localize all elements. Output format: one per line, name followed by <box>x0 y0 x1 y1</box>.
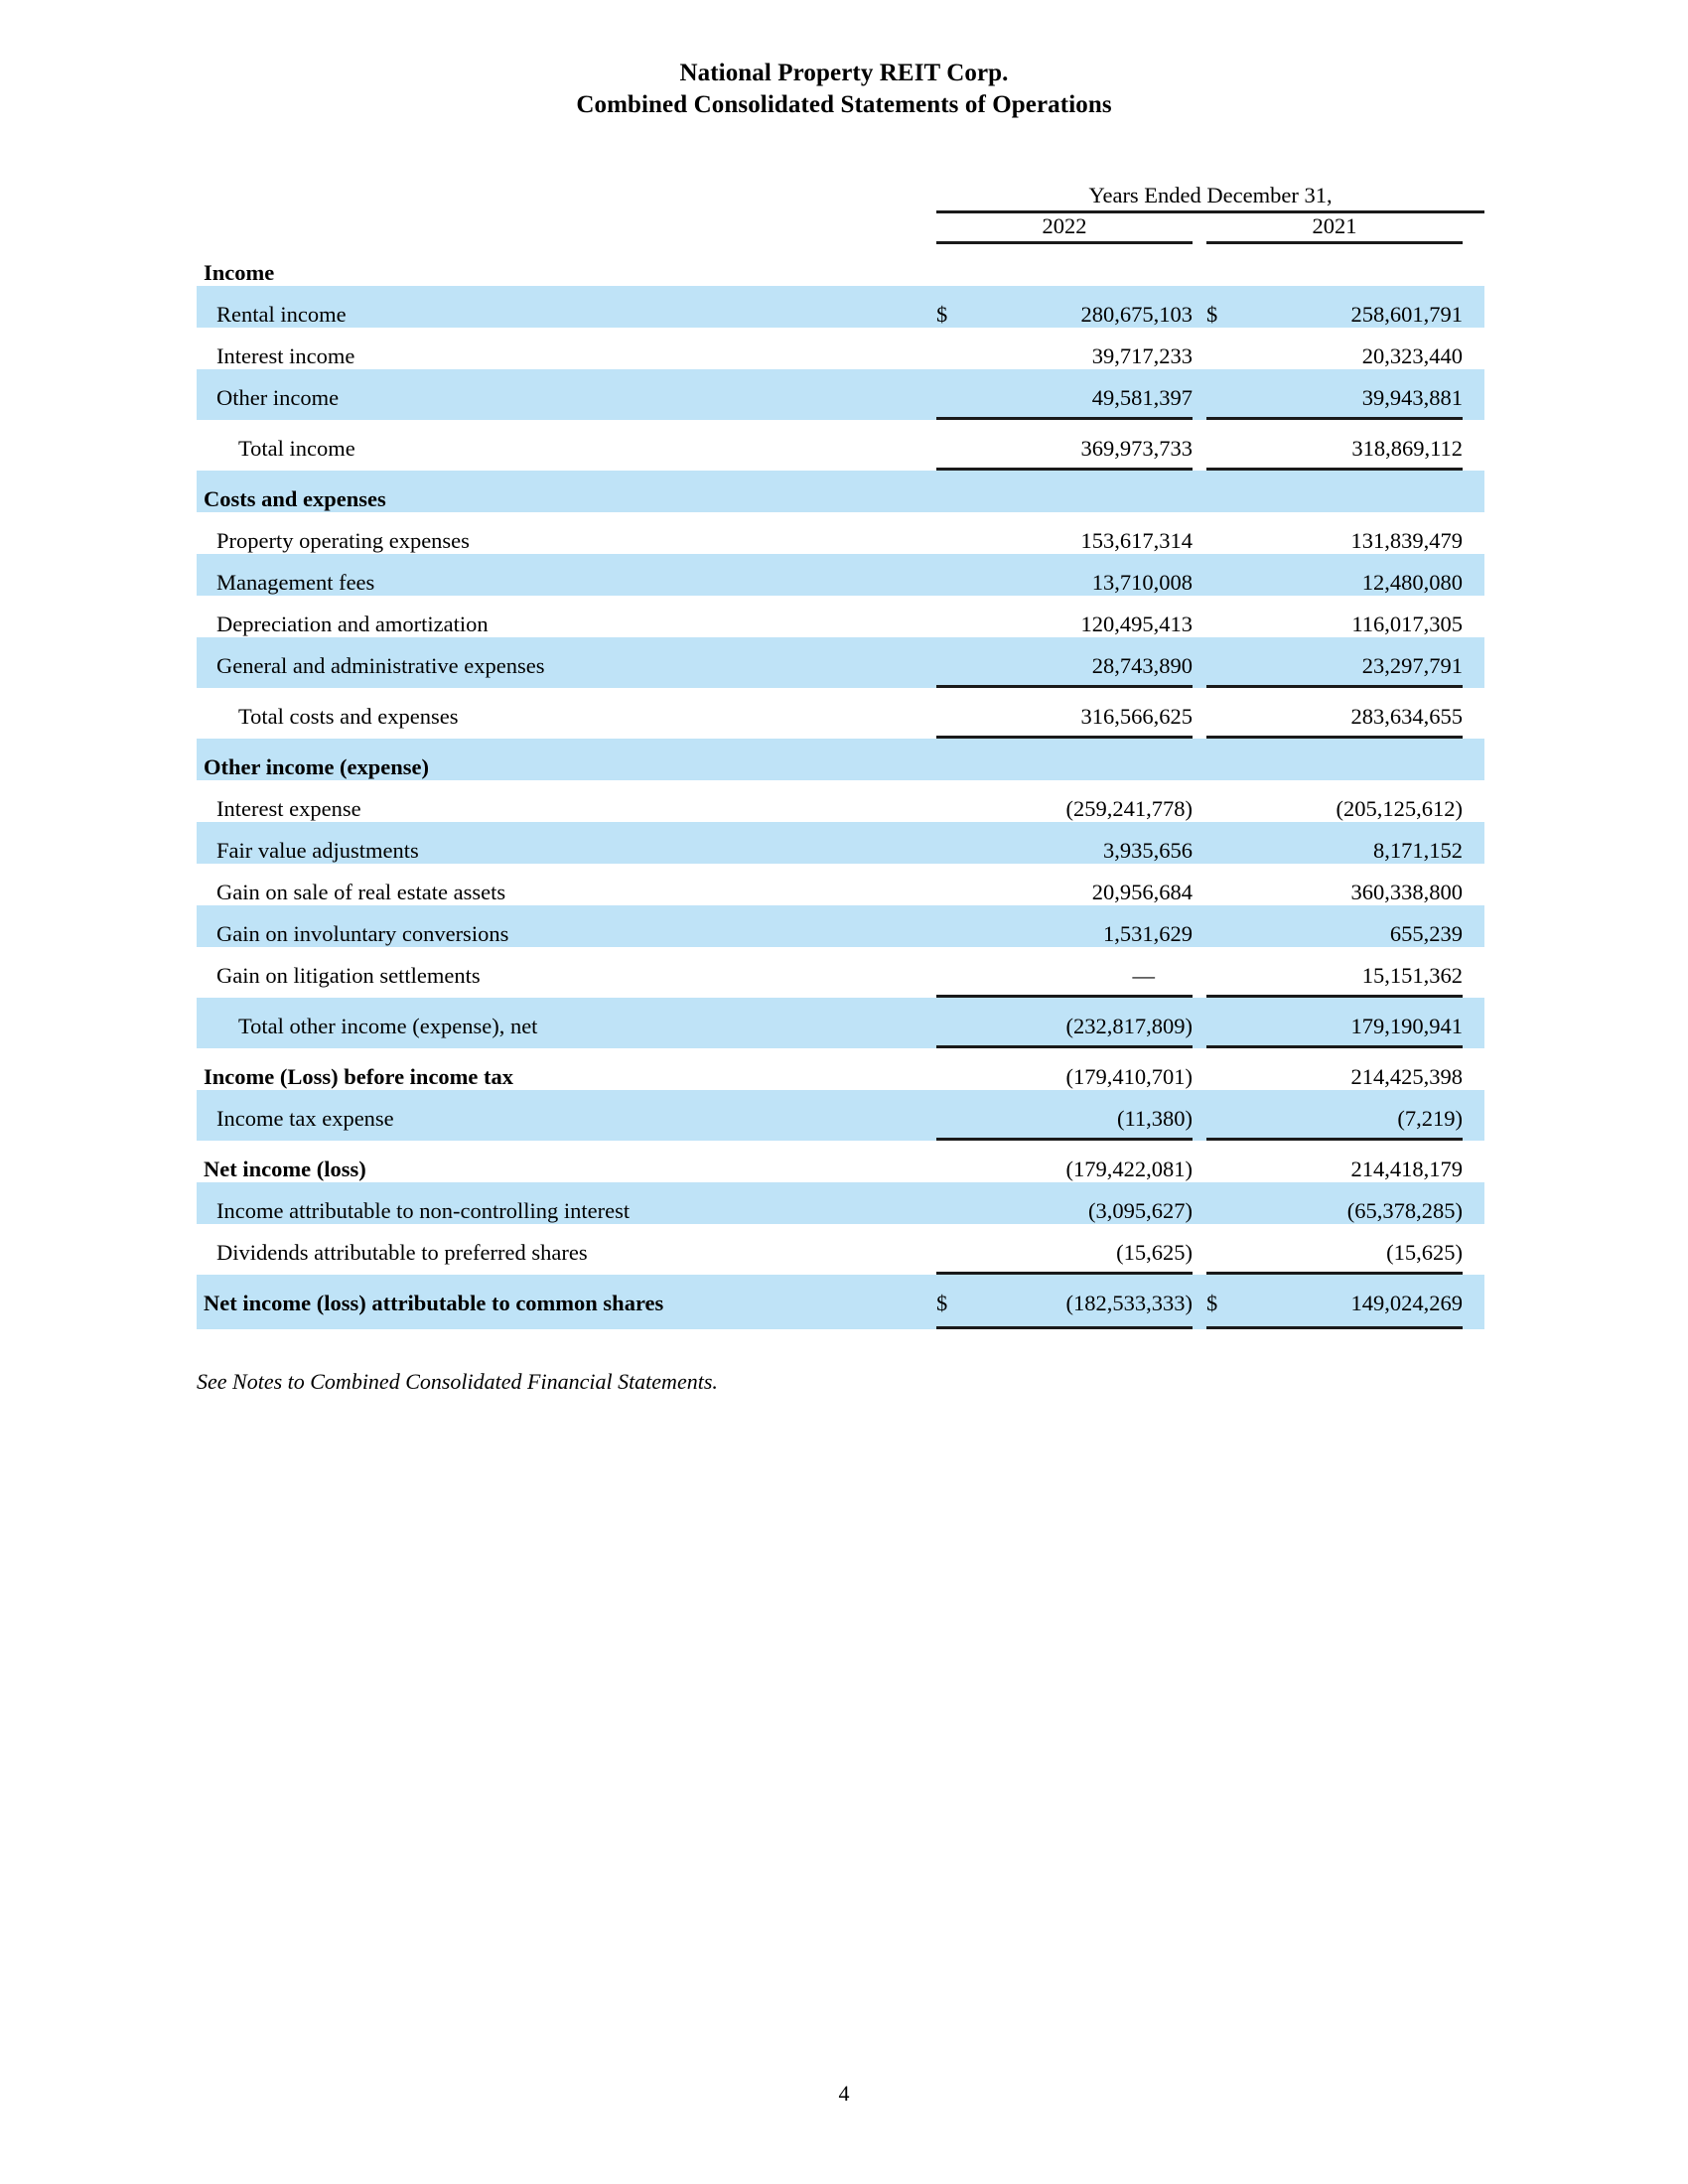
row-tail <box>1463 420 1484 462</box>
currency-symbol-2021 <box>1206 596 1252 637</box>
row-label: Rental income <box>197 286 936 328</box>
currency-symbol-2022 <box>936 512 982 554</box>
currency-symbol-2022 <box>936 1141 982 1182</box>
cell-2021 <box>1252 244 1463 286</box>
table-head <box>197 183 1484 244</box>
subtotal-rule-row <box>197 679 1484 688</box>
cell-2022: 39,717,233 <box>1091 343 1193 368</box>
statement-table-wrapper <box>0 183 1688 1329</box>
currency-symbol-2021 <box>1206 822 1252 864</box>
column-header-2021: 2021 <box>1312 213 1357 238</box>
cell-2021: 214,418,179 <box>1350 1157 1463 1181</box>
table-row <box>197 998 1484 1039</box>
cell-2021: 655,239 <box>1252 905 1463 947</box>
table-body <box>197 244 1484 1329</box>
row-label: Depreciation and amortization <box>216 612 489 636</box>
column-header-2022: 2022 <box>1042 213 1087 238</box>
row-tail <box>1463 1224 1484 1266</box>
currency-symbol-2021 <box>1206 739 1252 780</box>
currency-symbol-2021 <box>1206 420 1252 462</box>
currency-symbol-2022: $ <box>936 1275 982 1316</box>
column-gutter <box>1193 286 1206 328</box>
currency-symbol-2021 <box>1206 998 1252 1039</box>
table-row <box>197 1048 1484 1090</box>
currency-symbol-2022: $ <box>936 286 982 328</box>
cell-2022: 13,710,008 <box>982 554 1193 596</box>
company-name: National Property REIT Corp. <box>679 60 1009 86</box>
row-tail <box>1463 1141 1484 1182</box>
column-gutter <box>1193 1275 1206 1316</box>
table-row <box>197 822 1484 864</box>
cell-2021: 23,297,791 <box>1252 637 1463 679</box>
row-label: Total other income (expense), net <box>197 998 936 1039</box>
cell-2021: (205,125,612) <box>1336 796 1463 821</box>
row-label: Dividends attributable to preferred shares <box>216 1240 588 1265</box>
period-header-row <box>197 183 1484 208</box>
row-tail <box>1463 905 1484 947</box>
currency-symbol-2022 <box>936 244 982 286</box>
table-row <box>197 739 1484 780</box>
row-label: Net income (loss) attributable to common shares <box>197 1275 936 1316</box>
cell-2022: (182,533,333) <box>982 1275 1193 1316</box>
currency-symbol-2022 <box>936 1182 982 1224</box>
column-gutter <box>1193 864 1206 905</box>
cell-2022: 316,566,625 <box>1080 704 1193 729</box>
cell-2022: 280,675,103 <box>982 286 1193 328</box>
currency-symbol-2021 <box>1206 328 1252 369</box>
cell-2021: (65,378,285) <box>1252 1182 1463 1224</box>
row-tail <box>1463 328 1484 369</box>
currency-symbol-2021 <box>1206 1090 1252 1132</box>
table-row <box>197 244 1484 286</box>
table-row <box>197 688 1484 730</box>
table-row <box>197 1090 1484 1132</box>
rule-2021 <box>1206 1326 1463 1329</box>
column-gutter <box>1193 780 1206 822</box>
cell-2021: 318,869,112 <box>1351 436 1463 461</box>
table-row <box>197 947 1484 989</box>
currency-symbol-2021 <box>1206 554 1252 596</box>
column-gutter <box>1193 512 1206 554</box>
currency-symbol-2022 <box>936 420 982 462</box>
column-gutter <box>1193 637 1206 679</box>
currency-symbol-2022 <box>936 471 982 512</box>
column-gutter <box>1193 1224 1206 1266</box>
row-label: Fair value adjustments <box>197 822 936 864</box>
row-tail <box>1463 822 1484 864</box>
cell-2022: (3,095,627) <box>982 1182 1193 1224</box>
column-gutter <box>1193 1090 1206 1132</box>
column-gutter <box>1193 688 1206 730</box>
subtotal-rule-row <box>197 411 1484 420</box>
row-tail <box>1463 554 1484 596</box>
subtotal-rule-row <box>197 1039 1484 1048</box>
row-label: Interest expense <box>216 796 361 821</box>
table-row <box>197 471 1484 512</box>
table-row <box>197 420 1484 462</box>
cell-2021: 149,024,269 <box>1252 1275 1463 1316</box>
cell-2022: (232,817,809) <box>982 998 1193 1039</box>
row-label: Management fees <box>197 554 936 596</box>
row-tail <box>1463 286 1484 328</box>
row-label: Income attributable to non-controlling interest <box>197 1182 936 1224</box>
currency-symbol-2021 <box>1206 1141 1252 1182</box>
row-label: Costs and expenses <box>197 471 936 512</box>
title-block <box>0 0 1688 121</box>
currency-symbol-2021 <box>1206 1182 1252 1224</box>
currency-symbol-2021 <box>1206 244 1252 286</box>
currency-symbol-2021 <box>1206 637 1252 679</box>
cell-2022: 153,617,314 <box>1080 528 1193 553</box>
cell-2022: 120,495,413 <box>1080 612 1193 636</box>
column-gutter <box>1193 947 1206 989</box>
currency-symbol-2022 <box>936 328 982 369</box>
cell-2021: 360,338,800 <box>1350 880 1463 904</box>
table-row <box>197 905 1484 947</box>
year-header-row <box>197 213 1484 239</box>
row-label: Interest income <box>216 343 355 368</box>
currency-symbol-2022 <box>936 554 982 596</box>
cell-2022: (15,625) <box>1116 1240 1193 1265</box>
currency-symbol-2022 <box>936 864 982 905</box>
row-tail <box>1463 637 1484 679</box>
row-tail <box>1463 244 1484 286</box>
cell-2021: 179,190,941 <box>1252 998 1463 1039</box>
table-row <box>197 512 1484 554</box>
cell-2021: 12,480,080 <box>1252 554 1463 596</box>
cell-2021: 39,943,881 <box>1252 369 1463 411</box>
row-tail <box>1463 1182 1484 1224</box>
table-row <box>197 780 1484 822</box>
row-tail <box>1463 596 1484 637</box>
currency-symbol-2021 <box>1206 471 1252 512</box>
table-row <box>197 369 1484 411</box>
currency-symbol-2021 <box>1206 369 1252 411</box>
footnote: See Notes to Combined Consolidated Financial Statements. <box>197 1369 718 1394</box>
column-gutter <box>1193 420 1206 462</box>
subtotal-rule-row <box>197 730 1484 739</box>
subtotal-rule-row <box>197 1266 1484 1275</box>
cell-2021 <box>1252 739 1463 780</box>
column-gutter <box>1193 905 1206 947</box>
currency-symbol-2022 <box>936 998 982 1039</box>
row-label: Gain on litigation settlements <box>216 963 481 988</box>
subtotal-rule-row <box>197 989 1484 998</box>
cell-2021 <box>1252 471 1463 512</box>
currency-symbol-2021 <box>1206 864 1252 905</box>
row-label: Net income (loss) <box>204 1157 366 1181</box>
currency-symbol-2021: $ <box>1206 286 1252 328</box>
cell-2022: 1,531,629 <box>982 905 1193 947</box>
column-gutter <box>1193 596 1206 637</box>
cell-2022 <box>982 471 1193 512</box>
cell-2021: (15,625) <box>1386 1240 1463 1265</box>
currency-symbol-2022 <box>936 780 982 822</box>
currency-symbol-2021 <box>1206 905 1252 947</box>
column-gutter <box>1193 822 1206 864</box>
column-gutter <box>1193 998 1206 1039</box>
row-tail <box>1463 688 1484 730</box>
cell-2021: 15,151,362 <box>1361 963 1463 988</box>
cell-2022: 3,935,656 <box>982 822 1193 864</box>
currency-symbol-2022 <box>936 1224 982 1266</box>
row-tail <box>1463 947 1484 989</box>
subtotal-rule-row <box>197 1132 1484 1141</box>
table-row <box>197 286 1484 328</box>
table-row <box>197 1275 1484 1316</box>
cell-2021: 258,601,791 <box>1252 286 1463 328</box>
cell-2022: — <box>1132 963 1155 988</box>
currency-symbol-2022 <box>936 947 982 989</box>
row-label: Income (Loss) before income tax <box>204 1064 514 1089</box>
row-label: Other income <box>197 369 936 411</box>
currency-symbol-2021 <box>1206 947 1252 989</box>
page-number: 4 <box>838 2081 850 2106</box>
currency-symbol-2021 <box>1206 1224 1252 1266</box>
column-gutter <box>1193 1141 1206 1182</box>
cell-2021: 20,323,440 <box>1361 343 1463 368</box>
column-gutter <box>1193 244 1206 286</box>
row-label: Gain on sale of real estate assets <box>216 880 506 904</box>
row-tail <box>1463 1275 1484 1316</box>
currency-symbol-2022 <box>936 822 982 864</box>
cell-2022: 20,956,684 <box>1091 880 1193 904</box>
column-gutter <box>1193 739 1206 780</box>
cell-2021: 283,634,655 <box>1350 704 1463 729</box>
table-row <box>197 1141 1484 1182</box>
currency-symbol-2022 <box>936 1048 982 1090</box>
cell-2022: 28,743,890 <box>982 637 1193 679</box>
cell-2022 <box>982 739 1193 780</box>
cell-2021: 8,171,152 <box>1252 822 1463 864</box>
currency-symbol-2022 <box>936 596 982 637</box>
income-statement-table <box>197 183 1484 1329</box>
currency-symbol-2021 <box>1206 688 1252 730</box>
currency-symbol-2021 <box>1206 780 1252 822</box>
cell-2021: 131,839,479 <box>1350 528 1463 553</box>
column-gutter <box>1193 554 1206 596</box>
currency-symbol-2022 <box>936 369 982 411</box>
row-label: Income tax expense <box>197 1090 936 1132</box>
row-tail <box>1463 864 1484 905</box>
cell-2022: 369,973,733 <box>1080 436 1193 461</box>
row-tail <box>1463 998 1484 1039</box>
currency-symbol-2022 <box>936 905 982 947</box>
row-tail <box>1463 471 1484 512</box>
currency-symbol-2021: $ <box>1206 1275 1252 1316</box>
currency-symbol-2022 <box>936 1090 982 1132</box>
row-label: Property operating expenses <box>216 528 470 553</box>
column-gutter <box>1193 369 1206 411</box>
table-row <box>197 596 1484 637</box>
row-label: General and administrative expenses <box>197 637 936 679</box>
column-gutter <box>1193 1182 1206 1224</box>
row-tail <box>1463 369 1484 411</box>
currency-symbol-2022 <box>936 688 982 730</box>
row-tail <box>1463 1090 1484 1132</box>
currency-symbol-2022 <box>936 739 982 780</box>
cell-2022: (259,241,778) <box>1065 796 1193 821</box>
row-tail <box>1463 512 1484 554</box>
cell-2021: 214,425,398 <box>1350 1064 1463 1089</box>
row-label: Total income <box>238 436 355 461</box>
row-tail <box>1463 780 1484 822</box>
table-row <box>197 328 1484 369</box>
table-row <box>197 1224 1484 1266</box>
period-header-label: Years Ended December 31, <box>1088 183 1333 207</box>
table-row <box>197 554 1484 596</box>
cell-2021: 116,017,305 <box>1351 612 1463 636</box>
cell-2022: (11,380) <box>982 1090 1193 1132</box>
currency-symbol-2021 <box>1206 1048 1252 1090</box>
column-gutter <box>1193 471 1206 512</box>
table-row <box>197 637 1484 679</box>
row-tail <box>1463 739 1484 780</box>
table-row <box>197 1182 1484 1224</box>
row-label: Other income (expense) <box>197 739 936 780</box>
cell-2022: 49,581,397 <box>982 369 1193 411</box>
column-gutter <box>1193 1048 1206 1090</box>
cell-2021: (7,219) <box>1252 1090 1463 1132</box>
double-rule-row <box>197 1316 1484 1329</box>
currency-symbol-2021 <box>1206 512 1252 554</box>
row-label: Total costs and expenses <box>238 704 459 729</box>
table-row <box>197 864 1484 905</box>
row-label: Income <box>204 260 275 285</box>
rule-2022 <box>936 1326 1193 1329</box>
cell-2022 <box>982 244 1193 286</box>
currency-symbol-2022 <box>936 637 982 679</box>
column-gutter <box>1193 328 1206 369</box>
statement-title: Combined Consolidated Statements of Operations <box>576 91 1112 118</box>
cell-2022: (179,410,701) <box>1065 1064 1193 1089</box>
row-label: Gain on involuntary conversions <box>197 905 936 947</box>
row-tail <box>1463 1048 1484 1090</box>
cell-2022: (179,422,081) <box>1065 1157 1193 1181</box>
subtotal-rule-row <box>197 462 1484 471</box>
